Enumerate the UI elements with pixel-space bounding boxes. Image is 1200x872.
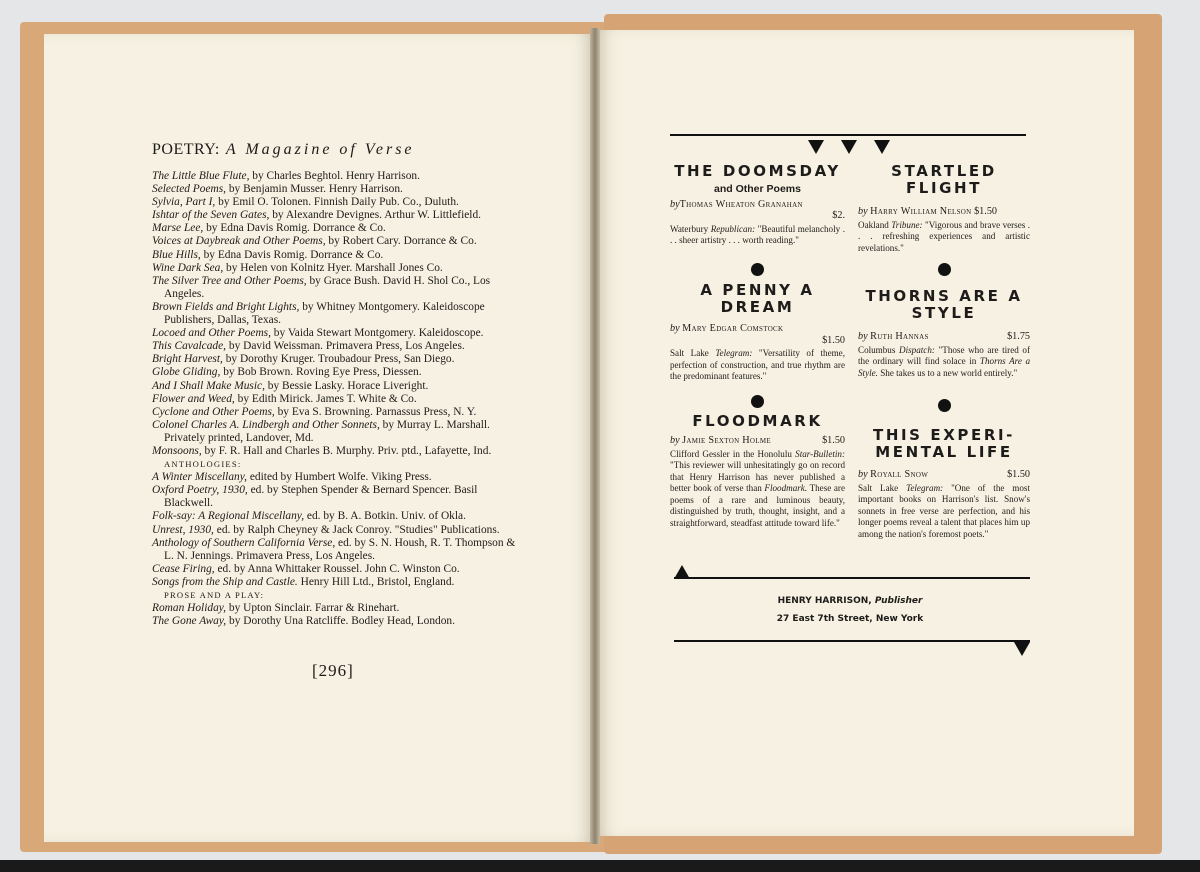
publisher-role: Publisher [874, 596, 923, 606]
list-entry [152, 183, 522, 196]
bullet-dot-icon [938, 399, 951, 412]
entry-details: by Edna Davis Romig. Dorrance & Co. [200, 248, 384, 261]
entry-title: The Silver Tree and Other Poems, [152, 274, 307, 287]
review-quote [670, 348, 845, 383]
running-head-title: POETRY: [152, 141, 220, 158]
bottom-rule [674, 640, 1030, 642]
review-source: Columbus [858, 344, 896, 355]
author-name: Harry William Nelson [870, 206, 972, 217]
review-text: She takes us to a new world entirely." [877, 367, 1018, 378]
entry-title: Songs from the Ship and Castle. [152, 575, 298, 588]
entry-details: by Grace Bush. David H. Shol Co., Los Angeles. [164, 274, 491, 300]
list-entry [152, 222, 522, 235]
price: $1.50 [974, 206, 997, 217]
review-text: These are poems of a rare and luminous beauty, distinguished by truth, thought, insight, and a straightforward, steadfast attitude toward life." [670, 483, 845, 528]
book-title: STARTLED FLIGHT [891, 162, 997, 197]
list-entry [152, 209, 522, 222]
running-head [152, 141, 415, 159]
section-label-anthologies: ANTHOLOGIES: [164, 459, 242, 470]
entry-details: by Helen von Kolnitz Hyer. Marshall Jones Co. [223, 261, 443, 274]
list-entry [152, 393, 522, 406]
entry-title: Roman Holiday, [152, 602, 227, 615]
price: $1.75 [1007, 331, 1030, 342]
ad-doomsday [670, 163, 845, 247]
entry-details: ed. by B. A. Botkin. Univ. of Okla. [304, 510, 466, 523]
byline [858, 331, 1030, 343]
entry-details: by Bob Brown. Roving Eye Press, Diessen. [220, 366, 422, 379]
list-entry [152, 235, 522, 248]
book-title: THIS EXPERI-MENTAL LIFE [872, 426, 1015, 461]
byline [670, 323, 845, 335]
prose-group [152, 602, 522, 628]
book-subtitle: and Other Poems [714, 183, 801, 195]
review-book-title: Thorns Are a Style. [858, 356, 1031, 378]
entry-details: by Whitney Montgomery. Kaleidoscope Publishers, Dallas, Texas. [164, 300, 485, 327]
entry-title: Unrest, 1930, [152, 523, 214, 536]
list-entry [152, 510, 522, 523]
running-head-subtitle: A Magazine of Verse [225, 141, 415, 158]
book-title: A PENNY A DREAM [700, 281, 815, 316]
entry-title: Folk-say: A Regional Miscellany, [152, 510, 305, 523]
price: $2. [832, 210, 845, 221]
list-entry [152, 563, 522, 576]
review-source: Clifford Gessler in the Honolulu [670, 448, 792, 459]
entry-title: Cyclone and Other Poems, [152, 405, 275, 418]
review-paper: Tribune: [891, 219, 923, 230]
bullet-dot-icon [751, 263, 764, 276]
entry-title: Monsoons, [152, 444, 202, 457]
triangle-down-icon [841, 140, 857, 154]
entry-title: Brown Fields and Bright Lights, [152, 300, 300, 313]
review-source: Salt Lake [670, 348, 709, 358]
entry-details: by Eva S. Browning. Parnassus Press, N. Y. [274, 405, 477, 418]
entry-title: The Little Blue Flute, [152, 170, 250, 182]
entry-title: Globe Gliding, [152, 366, 221, 379]
entry-title: And I Shall Make Music, [152, 379, 265, 392]
list-entry [152, 419, 522, 445]
entry-details: edited by Humbert Wolfe. Viking Press. [247, 471, 432, 484]
list-entry [152, 327, 522, 340]
review-paper: Telegram: [715, 348, 753, 358]
entry-details: by Murray L. Marshall. Privately printed, Landover, Md. [164, 418, 490, 444]
review-paper: Telegram: [906, 482, 944, 493]
entry-details: by Benjamin Musser. Henry Harrison. [226, 183, 403, 196]
bullet-dot-icon [938, 263, 951, 276]
review-quote [858, 220, 1030, 255]
list-entry [152, 196, 522, 209]
entry-details: Henry Hill Ltd., Bristol, England. [297, 575, 455, 588]
list-entry [152, 406, 522, 419]
entry-title: Marse Lee, [152, 222, 204, 235]
review-text: "Beautiful melancholy . . . sheer artistry . . . worth reading." [670, 223, 845, 245]
entry-details: by Dorothy Kruger. Troubadour Press, San Diego. [222, 353, 455, 366]
byline [858, 206, 1030, 218]
review-text: "Vigorous and brave verses . . . refreshing experiences and artistic revelations." [858, 219, 1030, 253]
author-name: Mary Edgar Comstock [682, 323, 784, 334]
entry-title: Ishtar of the Seven Gates, [152, 209, 270, 222]
price: $1.50 [1007, 469, 1030, 480]
entry-title: Cease Firing, [152, 562, 215, 575]
list-entry [152, 301, 522, 327]
entry-details: by Charles Beghtol. Henry Harrison. [249, 170, 420, 182]
list-entry [152, 537, 522, 563]
byline [670, 435, 845, 447]
list-entry [152, 249, 522, 262]
entry-title: Bright Harvest, [152, 353, 223, 366]
entry-details: by Robert Cary. Dorrance & Co. [325, 235, 477, 248]
review-source: Oakland [858, 219, 889, 230]
entry-details: by Dorothy Una Ratcliffe. Bodley Head, London. [226, 615, 455, 628]
entry-title: Locoed and Other Poems, [152, 327, 271, 340]
review-source: Salt Lake [858, 482, 899, 493]
list-entry [152, 262, 522, 275]
entry-details: by Edith Mirick. James T. White & Co. [234, 392, 417, 405]
by-label: by [670, 435, 680, 446]
page-number: [296] [312, 661, 354, 680]
entry-title: Anthology of Southern California Verse, [152, 536, 336, 549]
list-entry [152, 524, 522, 537]
entry-details: by Bessie Lasky. Horace Liveright. [264, 379, 429, 392]
ad-penny-a-dream [670, 282, 845, 383]
list-entry [152, 445, 522, 458]
review-text: "Those who are tired of the ordinary will find solace in [858, 344, 1030, 366]
by-label: by [858, 206, 868, 217]
book-title: THE DOOMSDAY [674, 162, 841, 180]
review-text: "This reviewer will unhesitatingly go on record that Henry Harrison has never published a better book of verse than [670, 460, 845, 493]
by-label: by [858, 469, 868, 480]
entry-title: Blue Hills, [152, 248, 201, 261]
entry-title: This Cavalcade, [152, 340, 227, 353]
anthologies-group [152, 471, 522, 589]
review-quote [858, 483, 1030, 541]
author-name: Royall Snow [870, 469, 929, 480]
middle-rule [674, 577, 1030, 579]
list-entry [152, 353, 522, 366]
ad-thorns-are-a-style [858, 288, 1030, 379]
entry-details: by Edna Davis Romig. Dorrance & Co. [203, 222, 386, 235]
book-title: FLOODMARK [692, 412, 823, 430]
author-name: Jamie Sexton Holme [682, 435, 771, 446]
entry-details: by David Weissman. Primavera Press, Los Angeles. [226, 340, 465, 353]
review-source: Waterbury [670, 223, 709, 234]
list-entry [152, 275, 522, 301]
bullet-dot-icon [751, 395, 764, 408]
book-title: THORNS ARE A STYLE [865, 287, 1023, 322]
entry-details: ed. by S. N. Housh, R. T. Thompson & L. N. Jennings. Primavera Press, Los Angeles. [164, 536, 516, 562]
entry-title: Oxford Poetry, 1930, [152, 484, 248, 497]
entry-title: Sylvia, Part I, [152, 196, 216, 209]
triangle-down-icon [808, 140, 824, 154]
list-entry [152, 602, 522, 615]
entry-details: ed. by Anna Whittaker Roussel. John C. Winston Co. [214, 562, 460, 575]
triangle-down-icon [874, 140, 890, 154]
publisher-address: 27 East 7th Street, New York [776, 614, 924, 624]
scan-bottom-bar [0, 860, 1200, 872]
entry-details: ed. by Ralph Cheyney & Jack Conroy. "Studies" Publications. [213, 523, 500, 536]
entry-details: by F. R. Hall and Charles B. Murphy. Priv. ptd., Lafayette, Ind. [201, 444, 492, 457]
list-entry [152, 340, 522, 353]
list-entry [152, 366, 522, 379]
price: $1.50 [822, 334, 845, 346]
entry-details: by Upton Sinclair. Farrar & Rinehart. [226, 602, 400, 615]
entry-title: Wine Dark Sea, [152, 261, 224, 274]
entry-title: Flower and Weed, [152, 392, 235, 405]
price: $1.50 [822, 435, 845, 446]
by-label: by [670, 323, 680, 334]
entry-title: A Winter Miscellany, [152, 471, 248, 484]
author-name: Thomas Wheaton Granahan [679, 198, 803, 210]
author-name: Ruth Hannas [870, 331, 929, 342]
list-entry [152, 615, 522, 628]
review-quote [670, 449, 845, 530]
entry-title: The Gone Away, [152, 615, 227, 628]
review-quote [670, 224, 845, 247]
byline [858, 469, 1030, 481]
ad-floodmark [670, 413, 845, 529]
review-text: "Versatility of theme, perfection of construction, and true rhythm are the predominant features." [670, 348, 845, 381]
list-entry [152, 170, 522, 183]
books-received-list [152, 170, 522, 628]
entry-title: Colonel Charles A. Lindbergh and Other Sonnets, [152, 418, 380, 431]
by-label: by [858, 331, 868, 342]
triangle-down-icon [1014, 642, 1030, 656]
review-book-title: Floodmark. [764, 483, 808, 493]
entries-group [152, 170, 522, 458]
publisher-name: HENRY HARRISON, [777, 596, 872, 606]
by-label: by [670, 198, 680, 210]
review-paper: Star-Bulletin: [795, 448, 845, 459]
entry-details: by Emil O. Tolonen. Finnish Daily Pub. Co., Duluth. [215, 196, 459, 209]
list-entry [152, 576, 522, 589]
review-paper: Republican: [710, 223, 756, 234]
publisher-name-line [710, 596, 990, 606]
review-paper: Dispatch: [899, 344, 935, 355]
byline [670, 199, 845, 211]
review-text: "One of the most important books on Harrison's list. Snow's sonnets in free verse are perfection, and his longer poems reveal a talent that places him up among the nation's foremost poets." [858, 482, 1030, 539]
list-entry [152, 471, 522, 484]
entry-details: ed. by Stephen Spender & Bernard Spencer. Basil Blackwell. [164, 484, 478, 510]
ad-startled-flight [858, 163, 1030, 254]
list-entry [152, 484, 522, 510]
entry-details: by Vaida Stewart Montgomery. Kaleidoscope. [270, 327, 484, 340]
top-rule [670, 134, 1026, 136]
list-entry [152, 380, 522, 393]
book-gutter [590, 28, 600, 844]
entry-title: Selected Poems, [152, 183, 227, 196]
entry-details: by Alexandre Devignes. Arthur W. Littlefield. [269, 209, 482, 222]
section-label-prose: PROSE AND A PLAY: [164, 590, 265, 600]
review-quote [858, 345, 1030, 380]
entry-title: Voices at Daybreak and Other Poems, [152, 235, 326, 248]
ad-this-experimental-life [858, 427, 1030, 540]
